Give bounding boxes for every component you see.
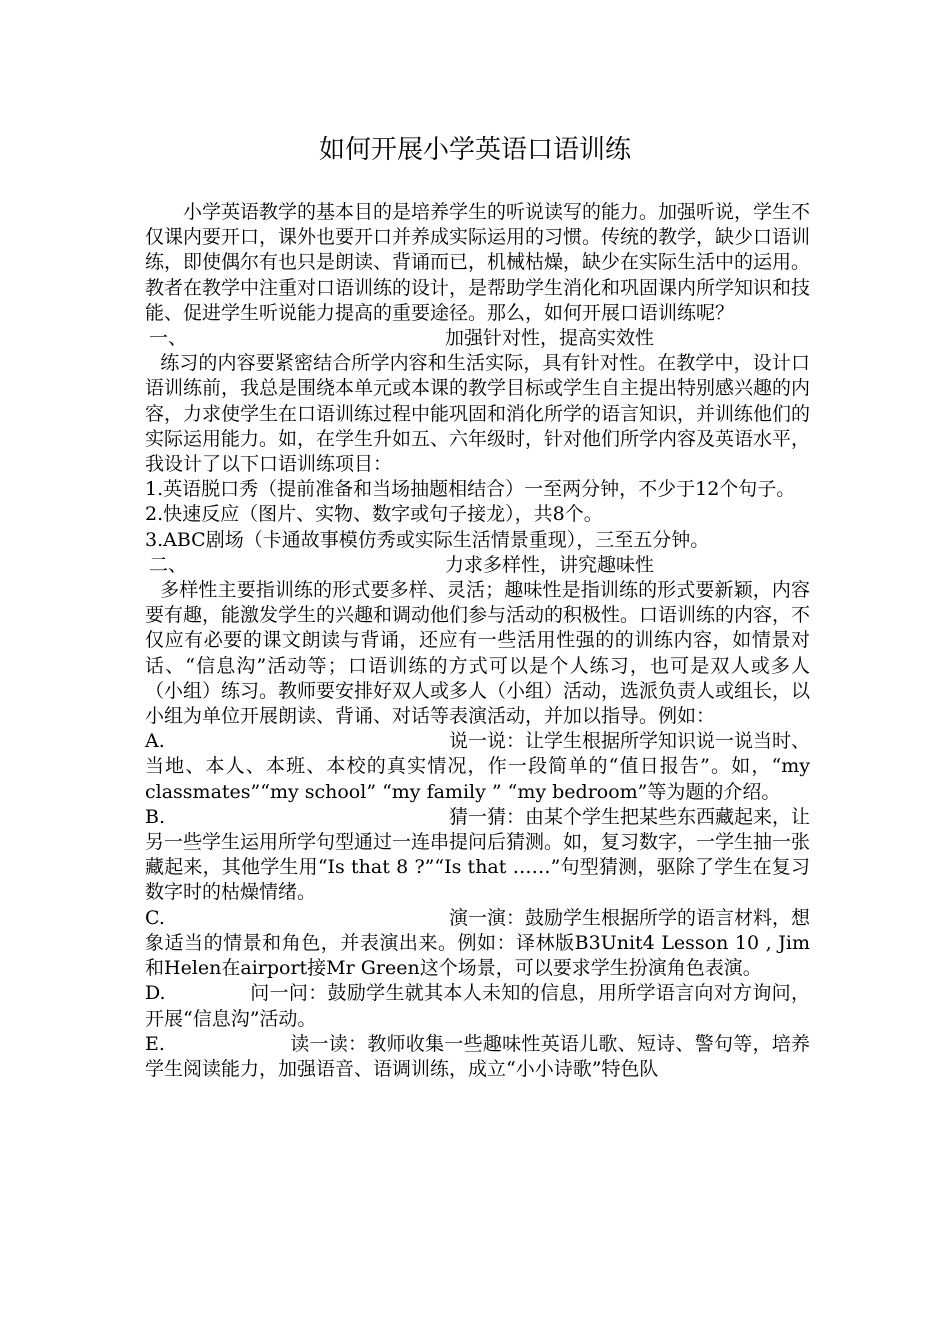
section-1-number: 一、 [149,327,188,350]
activity-item [145,906,810,982]
activity-item [145,981,810,1031]
section-1-heading [145,326,810,351]
activity-item [145,805,810,906]
activity-text: 演一演：鼓励学生根据所学的语言材料，想象适当的情景和角色，并表演出来。例如：译林版B3Unit4 Lesson 10 , Jim和Helen在airport接Mr Green这个场景，可以要求学生扮演角色表演。 [145,906,811,980]
document-title: 如何开展小学英语口语训练 [318,135,631,165]
section-2-title: 力求多样性，讲究趣味性 [445,553,655,576]
activity-text: 说一说：让学生根据所学知识说一说当时、当地、本人、本班、本校的真实情况，作一段简单的“值日报告”。如，“my classmates”“my school” “my family ” “my bedroom”等为题的介绍。 [145,730,811,803]
document-body [145,200,810,1082]
activity-label: C. [145,906,165,929]
list-item: 2.快速反应（图片、实物、数字或句子接龙），共8个。 [145,503,603,526]
section-2-heading [145,553,810,578]
activity-label: A. [145,730,165,753]
intro-paragraph: 小学英语教学的基本目的是培养学生的听说读写的能力。加强听说，学生不仅课内要开口，课外也要开口并养成实际运用的习惯。传统的教学，缺少口语训练，即使偶尔有也只是朗读、背诵而已，机械枯燥，缺少在实际生活中的运用。教者在教学中注重对口语训练的设计，是帮助学生消化和巩固课内所学知识和技能、促进学生听说能力提高的重要途径。那么，如何开展口语训练呢？ [145,201,811,324]
activity-text: 问一问：鼓励学生就其本人未知的信息，用所学语言向对方询问，开展“信息沟”活动。 [145,982,810,1030]
activity-label: D. [145,982,166,1005]
list-item: 3.ABC剧场（卡通故事模仿秀或实际生活情景重现），三至五分钟。 [145,528,710,551]
activity-label: B. [145,805,166,828]
activity-text: 读一读：教师收集一些趣味性英语儿歌、短诗、警句等，培养学生阅读能力，加强语音、语调训练，成立“小小诗歌”特色队 [145,1032,810,1080]
activity-label: E. [145,1032,165,1055]
section-2-paragraph: 多样性主要指训练的形式要多样、灵活；趣味性是指训练的形式要新颖，内容要有趣，能激发学生的兴趣和调动他们参与活动的积极性。口语训练的内容，不仅应有必要的课文朗读与背诵，还应有一些活用性强的的训练内容，如情景对话、“信息沟”活动等；口语训练的方式可以是个人练习，也可是双人或多人（小组）练习。教师要安排好双人或多人（小组）活动，选派负责人或组长，以小组为单位开展朗读、背诵、对话等表演活动，并加以指导。例如： [145,579,811,728]
activity-item [145,729,810,805]
section-1-paragraph: 练习的内容要紧密结合所学内容和生活实际，具有针对性。在教学中，设计口语训练前，我总是围绕本单元或本课的教学目标或学生自主提出特别感兴趣的内容，力求使学生在口语训练过程中能巩固和消化所学的语言知识，并训练他们的实际运用能力。如，在学生升如五、六年级时，针对他们所学内容及英语水平，我设计了以下口语训练项目： [145,352,811,476]
list-item: 1.英语脱口秀（提前准备和当场抽题相结合）一至两分钟，不少于12个句子。 [145,478,796,501]
activity-item [145,1032,810,1082]
activity-text: 猜一猜：由某个学生把某些东西藏起来，让另一些学生运用所学句型通过一连串提问后猜测。如，复习数字，一学生抽一张藏起来，其他学生用“Is that 8 ?”“Is that ……”句型猜测，驱除了学生在复习数字时的枯燥情绪。 [145,805,811,904]
section-1-title: 加强针对性，提高实效性 [445,327,655,350]
section-2-number: 二、 [149,553,188,576]
